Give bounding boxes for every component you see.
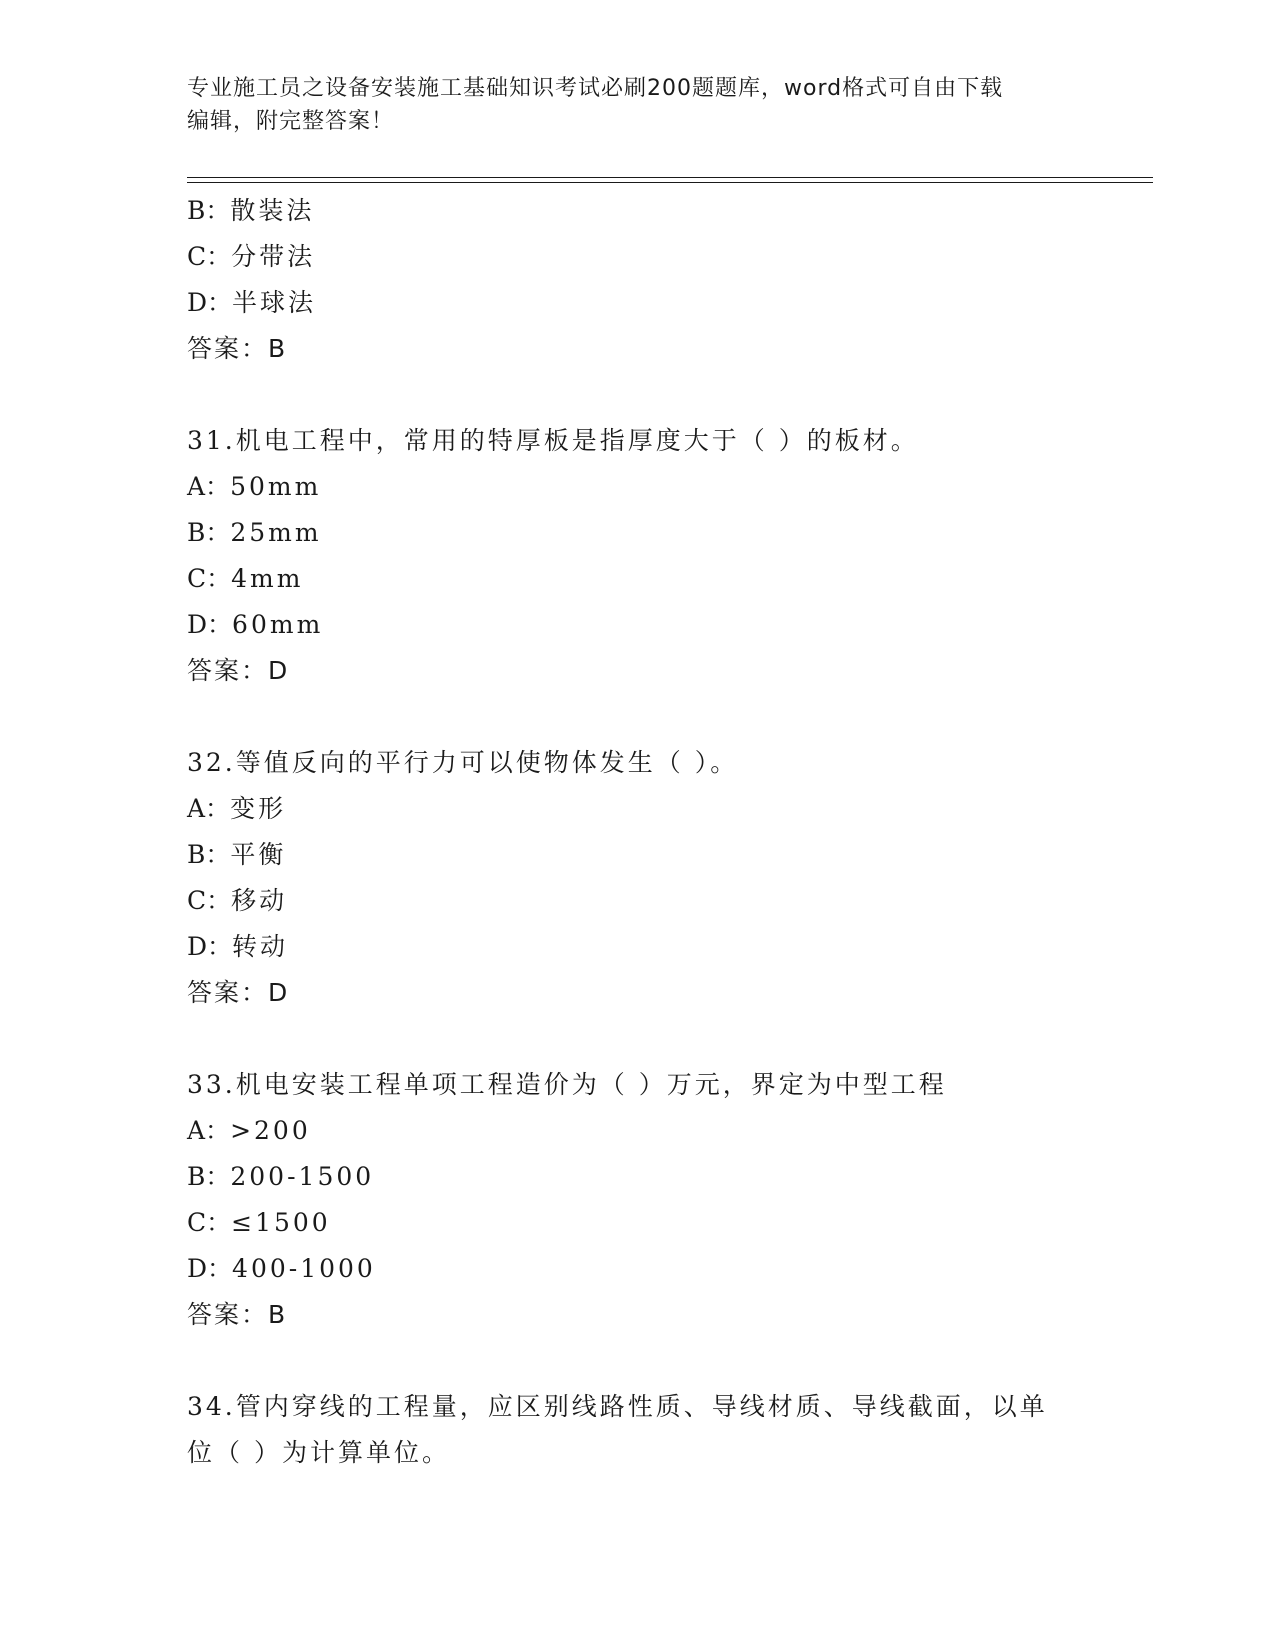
option-d: D：400-1000 bbox=[187, 1254, 376, 1283]
option-a: A：50mm bbox=[187, 472, 322, 501]
option-b: B：散装法 bbox=[187, 196, 315, 225]
question-33 bbox=[187, 1062, 1087, 1338]
option-c: C：移动 bbox=[187, 886, 288, 915]
option-d: D：半球法 bbox=[187, 288, 317, 317]
option-a: A：变形 bbox=[187, 794, 287, 823]
question-stem: 33.机电安装工程单项工程造价为（ ）万元，界定为中型工程 bbox=[187, 1070, 947, 1099]
question-stem: 32.等值反向的平行力可以使物体发生（ ）。 bbox=[187, 748, 739, 777]
header-divider-top bbox=[187, 177, 1153, 178]
option-d: D：60mm bbox=[187, 610, 324, 639]
header-divider-bottom bbox=[187, 182, 1153, 183]
option-b: B：200-1500 bbox=[187, 1162, 375, 1191]
option-c: C：分带法 bbox=[187, 242, 316, 271]
option-a: A：>200 bbox=[187, 1116, 311, 1145]
document-header bbox=[187, 72, 1067, 138]
header-line-1: 专业施工员之设备安装施工基础知识考试必刷200题题库，word格式可自由下载 bbox=[187, 76, 1004, 101]
question-list bbox=[187, 188, 1087, 1476]
header-line-2: 编辑，附完整答案！ bbox=[187, 109, 395, 134]
question-stem: 31.机电工程中，常用的特厚板是指厚度大于（ ）的板材。 bbox=[187, 426, 919, 455]
question-stem-line-1: 34.管内穿线的工程量，应区别线路性质、导线材质、导线截面，以单 bbox=[187, 1392, 1048, 1421]
option-c: C：4mm bbox=[187, 564, 304, 593]
question-30-continued bbox=[187, 188, 1087, 372]
option-b: B：25mm bbox=[187, 518, 322, 547]
question-34 bbox=[187, 1384, 1087, 1476]
question-stem-line-2: 位（ ）为计算单位。 bbox=[187, 1438, 450, 1467]
answer: 答案：D bbox=[187, 656, 290, 685]
question-32 bbox=[187, 740, 1087, 1016]
answer: 答案：B bbox=[187, 334, 288, 363]
question-31 bbox=[187, 418, 1087, 694]
option-d: D：转动 bbox=[187, 932, 289, 961]
answer: 答案：B bbox=[187, 1300, 288, 1329]
option-c: C：≤1500 bbox=[187, 1208, 331, 1237]
option-b: B：平衡 bbox=[187, 840, 287, 869]
answer: 答案：D bbox=[187, 978, 290, 1007]
